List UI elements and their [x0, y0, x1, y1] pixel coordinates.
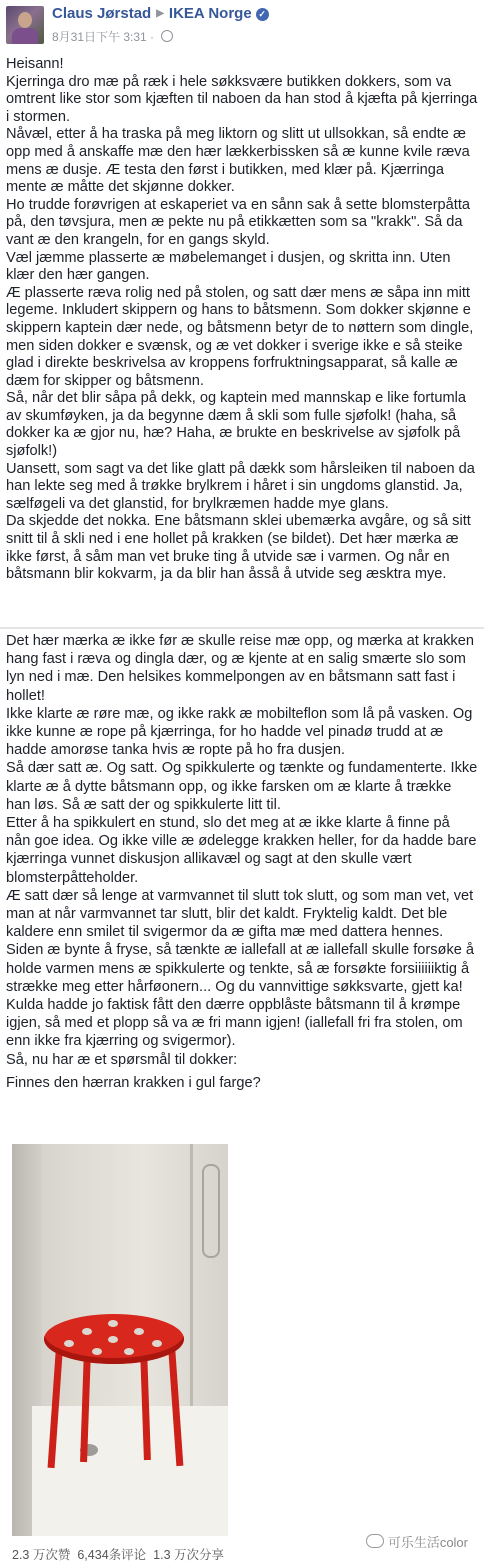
author-avatar[interactable]: [6, 6, 44, 44]
watermark: [366, 1532, 468, 1551]
post-paragraph: Æ satt dær så lenge at varmvannet til slutt tok slutt, og som man vet, vet man at når varmvannet tar slutt, blir det kaldt. Fryktelig kaldt. Det ble kaldere enn smilet til svigermor da æ gifta mæ med dattera hennes.: [6, 887, 474, 941]
post-paragraph: Så, når det blir såpa på dekk, og kaptein med mannskap e like fortumla av skumføyken, ja da begynne dæm å skli som fulle sjøfolk! (haha, så dokker ka æ gjor nu, hæ? Haha, æ brukte en beskrivelse av sjøfolk på sjøfolk!): [6, 390, 466, 460]
post-stats: [12, 1545, 231, 1563]
post-body-part1-container: [0, 56, 484, 626]
watermark-text: 可乐生活color: [387, 1535, 468, 1550]
post-paragraph: Etter å ha spikkulert en stund, slo det meg at æ ikke klarte å finne på nån goe idea. Og ikke ville æ ødelegge krakken heller, for da hadde bare kjærringa vunnet diskusjon allikavæl og sagt at den skulle vært blomsterpåtteholder.: [6, 815, 477, 886]
post-paragraph: Kjerringa dro mæ på ræk i hele søkksvære butikken dokkers, som va omtrent like stor som kjæften til naboen da han stod å kjæfta på kjerringa i stormen.: [6, 73, 478, 125]
post-paragraph: Nåvæl, etter å ha traska på meg liktorn og slitt ut ullsokkan, så endte æ opp med å anskaffe mæ den hær lækkerbissken så æ kunne kvile ræva mens æ dusje. Æ testa den først i butikken, med klær på. Kjærringa mente æ måtte det skjønne dokker.: [6, 126, 470, 196]
post-paragraph: Væl jæmme plasserte æ møbelemanget i dusjen, og skritta inn. Uten klær den hær gangen.: [6, 249, 451, 284]
wechat-icon: [366, 1534, 384, 1548]
author-name-link[interactable]: Claus Jørstad: [52, 5, 152, 22]
shares-count[interactable]: 1.3 万次分享: [153, 1548, 224, 1562]
post-paragraph: Æ plasserte ræva rolig ned på stolen, og satt dær mens æ såpa inn mitt legeme. Inkludert skippern og hans to båtsmenn. Som dokker skjønne e skippern kaptein dær nede, og båtsmenn betyr de to nøttern som dingle, men siden dokker e svænsk, og æ vet dokker i sverige ikke e så steike glad i direkte beskrivelsa av kroppens forfruktningsapparat, så kalle æ dæm for skipper og båtsmenn.: [6, 284, 474, 389]
post-meta: 8月31日下午 3:31 ·: [52, 28, 173, 45]
post-author-line: [52, 5, 269, 22]
post-timestamp[interactable]: 8月31日下午 3:31: [52, 30, 147, 44]
comments-count[interactable]: 6,434条评论: [77, 1548, 147, 1562]
page-name-link[interactable]: IKEA Norge: [168, 5, 252, 22]
post-body-part2: [6, 632, 478, 1092]
post-paragraph: Så, nu har æ et spørsmål til dokker:: [6, 1051, 238, 1068]
post-paragraph: Så dær satt æ. Og satt. Og spikkulerte og tænkte og fundamenterte. Ikke klarte æ å dytte båtsmann opp, og ikke farsken om æ klarte å trække han løs. Så æ satt der og spikkulerte litt til.: [6, 760, 478, 813]
right-triangle-icon: ▶: [156, 8, 164, 19]
post-paragraph: Ikke klarte æ røre mæ, og ikke rakk æ mobilteflon som lå på vasken. Og ikke kunne æ rope på kjærringa, for ho hadde vel pinadø trudd at æ hadde amorøse tanka hvis æ ropte på ho fra dusjen.: [6, 705, 473, 759]
post-paragraph: Siden æ bynte å fryse, så tænkte æ iallefall at æ iallefall skulle forsøke å holde varmen mens æ spikkulerte og tenkte, så æ forsøkte forsiiiiiiktig å strække meg etter hårføonern... Og du vannvittige søkksvarte, gjett ka!: [6, 942, 475, 995]
post-paragraph: Heisann!: [6, 56, 64, 72]
verified-badge-icon: ✓: [256, 8, 269, 21]
globe-icon: [161, 30, 173, 42]
likes-count[interactable]: 2.3 万次赞: [12, 1548, 71, 1562]
post-question: Finnes den hærran krakken i gul farge?: [6, 1074, 261, 1091]
post-header: [0, 0, 484, 50]
post-body-part1: [6, 56, 480, 584]
post-paragraph: Ho trudde forøvrigen at eskaperiet va en sånn sak å sette blomsterpåtta på, den tøvsjura, men æ pekte nu på etikkætten som sa "krakk". Så da vant æ den krangeln, for en gangs skyld.: [6, 196, 471, 248]
post-paragraph: Da skjedde det nokka. Ene båtsmann sklei ubemærka avgåre, og så sitt snitt til å skli ned i ene hollet på krakken (se bildet). Det hær mærka æ ikke først, å såm man vet bruke ting å utvide sæ i varmen. Og når en båtsmann blir kokvarm, ja da blir han åsså å utvide seg æsktra mye.: [6, 513, 471, 583]
post-paragraph: Uansett, som sagt va det like glatt på dækk som hårsleiken til naboen da han lekte seg med å trøkke brylkrem i håret i sin ungdoms glanstid. Ja, sælføgeli va det glanstid, for brylkræmen hadde mye glans.: [6, 460, 475, 512]
post-photo-red-stool[interactable]: [12, 1144, 228, 1536]
screenshot-seam: [0, 627, 484, 629]
post-paragraph: Kulda hadde jo faktisk fått den dærre oppblåste båtsmann til å krømpe igjen, så med et plopp så va æ fri mann igjen! (iallefall fri fra stolen, om enn ikke fra kjærring og svigermor).: [6, 997, 463, 1050]
post-paragraph: Det hær mærka æ ikke før æ skulle reise mæ opp, og mærka at krakken hang fast i ræva og dingla dær, og æ kjente at en salig smærte slo som lyn ned i mæ. Den helsikes kommelpongen av en båtsmann satt fast i hollet!: [6, 633, 474, 704]
